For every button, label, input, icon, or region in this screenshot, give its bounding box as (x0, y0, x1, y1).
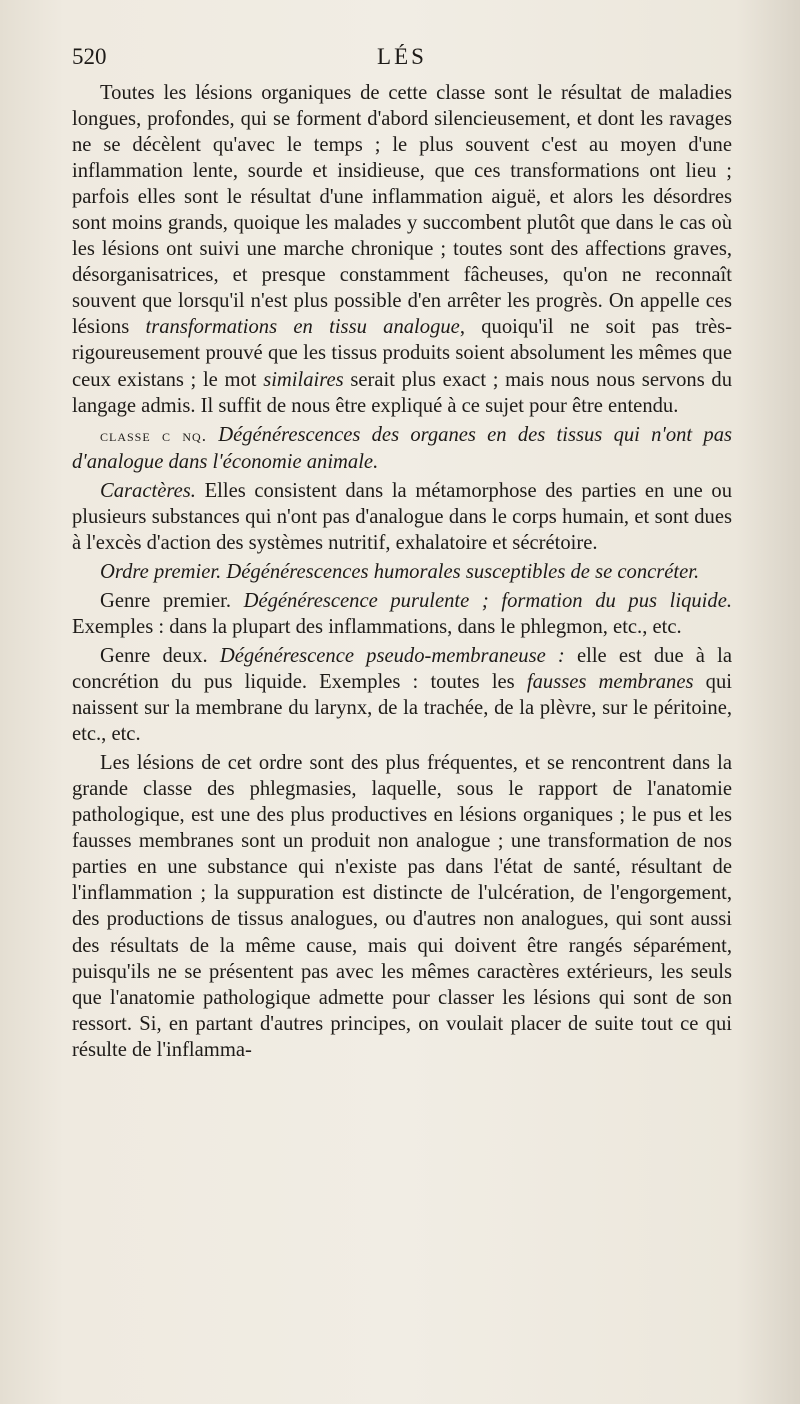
paragraph-intro: Toutes les lésions organiques de cette classe sont le résultat de maladies longues, profondes, qui se forment d'abord silencieusement, et dont les ravages ne se décèlent qu'avec le temps ; le plus souvent c'est au moyen d'une inflammation lente, sourde et insidieuse, que ces transformations ont lieu ; parfois elles sont le résultat d'une inflammation aiguë, et alors les désordres sont moins grands, quoique les malades y succombent plutôt que dans le cas où les lésions ont suivi une marche chronique ; toutes sont des affections graves, désorganisatrices, et presque constamment fâcheuses, qu'on ne reconnaît souvent que lorsqu'il n'est plus possible d'en arrêter les progrès. On appelle ces lésions transformations en tissu analogue, quoiqu'il ne soit pas très-rigoureusement prouvé que les tissus produits soient absolument les mêmes que ceux existans ; le mot similaires serait plus exact ; mais nous nous servons du langage admis. Il suffit de nous être expliqué à ce sujet pour être entendu. (72, 82, 732, 417)
paragraph-genre-premier: Genre premier. Dégénérescence purulente ; formation du pus liquide. Exemples : dans la plupart des inflammations, dans le phlegmon, etc., etc. (72, 589, 732, 638)
paragraph-genre-deux: Genre deux. Dégénérescence pseudo-membraneuse : elle est due à la concrétion du pus liquide. Exemples : toutes les fausses membranes qui naissent sur la membrane du larynx, de la trachée, de la plèvre, sur le péritoine, etc., etc. (72, 644, 732, 746)
paragraph-characteres: Caractères. Elles consistent dans la métamorphose des parties en une ou plusieurs substances qui n'ont pas d'analogue dans le corps humain, et sont dues à l'excès d'action des systèmes nutritif, exhalatoire et sécrétoire. (72, 479, 732, 554)
page-number: 520 (72, 44, 107, 69)
body-text (72, 80, 732, 1063)
page-header (72, 44, 732, 76)
running-head: LÉS (377, 44, 427, 69)
paragraph-lesions: Les lésions de cet ordre sont des plus fréquentes, et se rencontrent dans la grande classe des phlegmasies, laquelle, sous le rapport de l'anatomie pathologique, est une des plus productives en lésions organiques ; le pus et les fausses membranes sont un produit non analogue ; une transformation de nos parties en une substance qui n'existe pas dans l'état de santé, résultant de l'inflammation ; la suppuration est distincte de l'ulcération, de l'engorgement, des productions de tissus analogues, ou d'autres non analogues, qui sont aussi des résultats de la même cause, mais qui doivent être rangés séparément, puisqu'ils ne se présentent pas avec les mêmes caractères extérieurs, les seuls que l'anatomie pathologique admette pour classer les lésions qui sont de son ressort. Si, en partant d'autres principes, on voulait placer de suite tout ce qui résulte de l'inflamma- (72, 752, 732, 1061)
order-heading: Ordre premier. Dégénérescences humorales susceptibles de se concréter. (100, 560, 700, 583)
class-heading: classe c nq. Dégénérescences des organes en des tissus qui n'ont pas d'analogue dans l'économie animale. (72, 423, 732, 473)
